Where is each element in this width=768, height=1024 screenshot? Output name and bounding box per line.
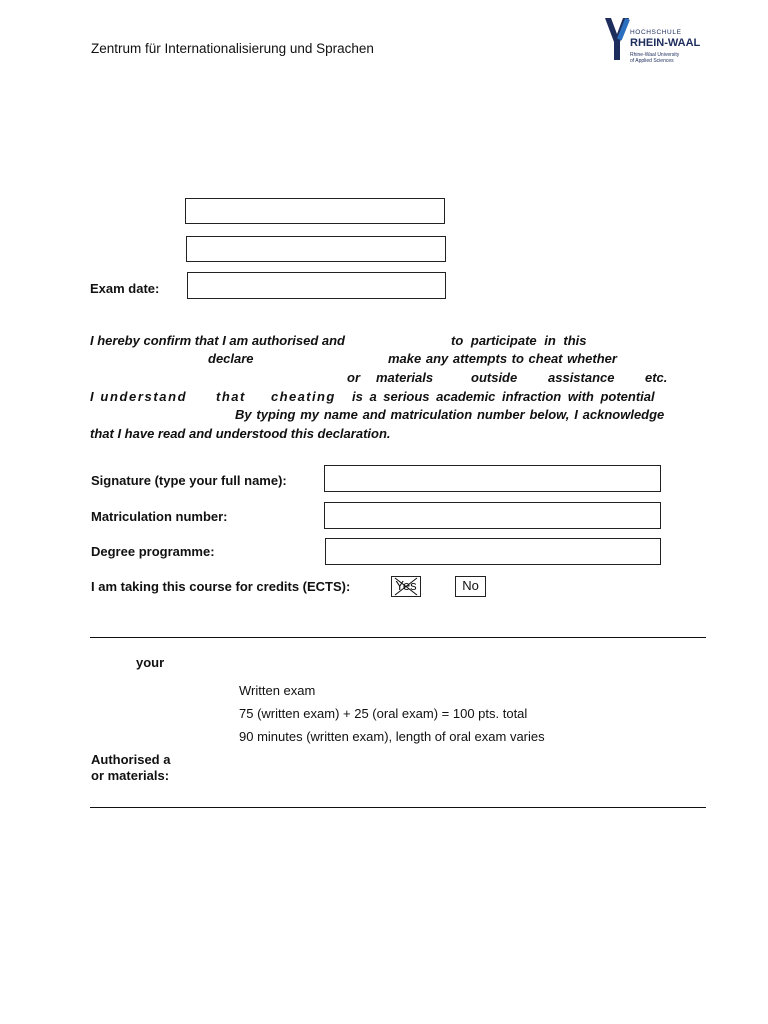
exam-duration: 90 minutes (written exam), length of oral exam varies <box>239 729 545 744</box>
matriculation-input[interactable] <box>324 502 661 529</box>
signature-input[interactable] <box>324 465 661 492</box>
declaration-line-4c: cheating <box>271 389 336 404</box>
declaration-line-2a: declare <box>208 351 254 366</box>
course-field[interactable] <box>186 236 446 262</box>
declaration-line-4a: I understand <box>90 389 188 404</box>
declaration-line-5: By typing my name and matriculation number below, I acknowledge <box>235 407 665 422</box>
declaration-line-1a: I hereby confirm that I am authorised and <box>90 333 345 348</box>
logo-line-1: HOCHSCHULE <box>630 29 682 36</box>
authorised-label-1: Authorised a <box>91 752 171 767</box>
declaration-line-4d: is a serious academic infraction with potential <box>352 389 655 404</box>
declaration-line-3e: etc. <box>645 370 668 385</box>
department-name: Zentrum für Internationalisierung und Sprachen <box>91 41 374 56</box>
declaration-line-3d: assistance <box>548 370 615 385</box>
degree-input[interactable] <box>325 538 661 565</box>
logo-line-3: Rhine-Waal University <box>630 52 680 58</box>
credits-no-label: No <box>462 578 479 593</box>
credits-label: I am taking this course for credits (ECTS): <box>91 579 351 594</box>
credits-yes-label: Yes <box>395 578 417 593</box>
name-field[interactable] <box>185 198 445 224</box>
declaration-line-2b: make any attempts to cheat whether <box>388 351 617 366</box>
credits-no-checkbox[interactable] <box>455 576 486 597</box>
exam-format: Written exam <box>239 683 316 698</box>
university-logo <box>604 16 714 68</box>
matriculation-label: Matriculation number: <box>91 509 228 524</box>
declaration-line-1b: to participate in this <box>451 333 587 348</box>
declaration-line-3a: or <box>347 370 360 385</box>
logo-mark-icon <box>604 16 630 66</box>
declaration-line-3b: materials <box>376 370 434 385</box>
exam-date-label: Exam date: <box>90 281 160 296</box>
declaration-line-4b: that <box>216 389 246 404</box>
declaration-line-3c: outside <box>471 370 518 385</box>
your-label: your <box>136 655 165 670</box>
signature-label: Signature (type your full name): <box>91 473 287 488</box>
divider-top <box>90 637 706 638</box>
declaration-line-6: that I have read and understood this declaration. <box>90 426 391 441</box>
exam-points: 75 (written exam) + 25 (oral exam) = 100 pts. total <box>239 706 528 721</box>
logo-line-4: of Applied Sciences <box>630 58 674 64</box>
authorised-label-2: or materials: <box>91 768 170 783</box>
credits-yes-checkbox[interactable] <box>391 576 421 597</box>
exam-date-field[interactable] <box>187 272 446 299</box>
divider-bottom <box>90 807 706 808</box>
logo-line-2: RHEIN-WAAL <box>630 37 701 49</box>
degree-label: Degree programme: <box>91 544 215 559</box>
